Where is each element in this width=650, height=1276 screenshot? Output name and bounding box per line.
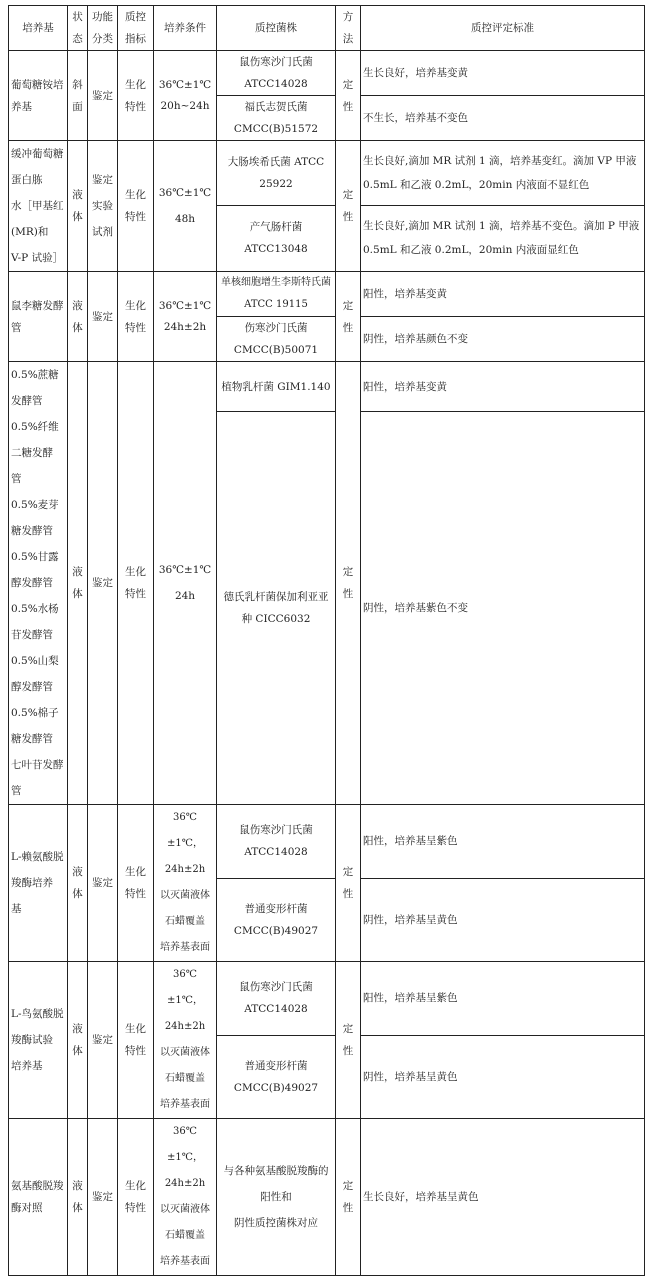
condition-line: 20h~24h xyxy=(160,99,210,112)
condition-line: 36℃±1℃，24h±2h xyxy=(164,969,206,1032)
state-cell: 液体 xyxy=(68,962,88,1119)
strain-cell: 鼠伤寒沙门氏菌 ATCC14028 xyxy=(217,962,336,1036)
strain-cell: 伤寒沙门氏菌 CMCC(B)50071 xyxy=(217,317,336,362)
condition-cell xyxy=(154,141,217,272)
condition-line: 24h xyxy=(174,590,196,602)
index-cell: 生化特性 xyxy=(118,141,154,272)
method-cell: 定性 xyxy=(336,141,361,272)
header-cell: 质控指标 xyxy=(118,6,154,51)
condition-line: 以灭菌液体石蜡覆盖 xyxy=(160,1204,210,1241)
condition-line: 培养基表面 xyxy=(160,942,210,953)
condition-line: 培养基表面 xyxy=(160,1256,210,1267)
condition-line: 36℃±1℃ xyxy=(158,78,212,91)
criteria-cell: 阴性，培养基紫色不变 xyxy=(361,412,645,805)
condition-line: 36℃±1℃ xyxy=(158,564,212,576)
medium-cell xyxy=(9,805,68,962)
condition-line: 36℃±1℃，24h±2h xyxy=(164,1126,206,1189)
medium-cell: 鼠李糖发酵管 xyxy=(9,272,68,362)
header-cell: 状态 xyxy=(68,6,88,51)
method-cell: 定性 xyxy=(336,962,361,1119)
criteria-cell: 阴性，培养基呈黄色 xyxy=(361,878,645,961)
condition-cell xyxy=(154,1119,217,1276)
medium-cell xyxy=(9,362,68,805)
table-row xyxy=(9,51,645,96)
header-cell: 培养条件 xyxy=(154,6,217,51)
state-cell: 液体 xyxy=(68,805,88,962)
strain-cell: 福氏志贺氏菌 CMCC(B)51572 xyxy=(217,96,336,141)
header-row xyxy=(9,6,645,51)
method-cell: 定性 xyxy=(336,1119,361,1276)
condition-cell xyxy=(154,805,217,962)
function-cell: 鉴定 xyxy=(88,962,118,1119)
function-cell: 鉴定 xyxy=(88,272,118,362)
criteria-cell: 阳性，培养基呈紫色 xyxy=(361,962,645,1036)
criteria-cell: 生长良好，培养基变黄 xyxy=(361,51,645,96)
function-cell: 鉴定 xyxy=(88,805,118,962)
strain-cell: 鼠伤寒沙门氏菌 ATCC14028 xyxy=(217,805,336,879)
index-cell: 生化特性 xyxy=(118,805,154,962)
header-cell: 质控评定标准 xyxy=(361,6,645,51)
index-cell: 生化特性 xyxy=(118,362,154,805)
strain-cell: 鼠伤寒沙门氏菌 ATCC14028 xyxy=(217,51,336,96)
strain-cell: 单核细胞增生李斯特氏菌 ATCC 19115 xyxy=(217,272,336,317)
medium-line: 0.5%山梨醇发酵管 xyxy=(11,655,59,693)
function-line: 鉴定 xyxy=(92,174,113,186)
state-cell: 液体 xyxy=(68,362,88,805)
condition-line: 培养基表面 xyxy=(160,1099,210,1110)
medium-line: 0.5%蔗糖发酵管 xyxy=(11,369,59,407)
function-cell: 鉴定 xyxy=(88,51,118,141)
function-cell xyxy=(88,141,118,272)
medium-line: 0.5%水杨苷发酵管 xyxy=(11,603,59,641)
strain-cell: 普通变形杆菌 CMCC(B)49027 xyxy=(217,1035,336,1118)
strain-cell xyxy=(217,1119,336,1276)
criteria-cell: 生长良好,滴加 MR 试剂 1 滴，培养基变红。滴加 VP 甲液 0.5mL 和乙液 0.2mL，20min 内液面不显红色 xyxy=(361,141,645,206)
condition-line: 36℃±1℃ xyxy=(158,299,212,312)
method-cell: 定性 xyxy=(336,51,361,141)
strain-line: 与各种氨基酸脱羧酶的阳性和 xyxy=(223,1165,329,1203)
state-cell: 液体 xyxy=(68,1119,88,1276)
header-cell: 质控菌株 xyxy=(217,6,336,51)
condition-cell xyxy=(154,962,217,1119)
criteria-cell: 生长良好，培养基呈黄色 xyxy=(361,1119,645,1276)
function-cell: 鉴定 xyxy=(88,362,118,805)
table-row xyxy=(9,805,645,879)
index-cell: 生化特性 xyxy=(118,272,154,362)
state-cell: 液体 xyxy=(68,272,88,362)
medium-line: 缓冲葡萄糖蛋白胨 xyxy=(11,148,64,186)
criteria-cell: 阳性，培养基呈紫色 xyxy=(361,805,645,879)
condition-line: 36℃±1℃ xyxy=(158,187,212,199)
criteria-cell: 阳性，培养基变黄 xyxy=(361,362,645,412)
strain-cell: 植物乳杆菌 GIM1.140 xyxy=(217,362,336,412)
medium-line: 0.5%甘露醇发酵管 xyxy=(11,551,59,589)
table-row xyxy=(9,1119,645,1276)
medium-line: 0.5%麦芽糖发酵管 xyxy=(11,499,59,537)
condition-cell xyxy=(154,272,217,362)
condition-cell xyxy=(154,362,217,805)
condition-line: 24h±2h xyxy=(163,320,207,333)
header-cell: 功能分类 xyxy=(88,6,118,51)
medium-cell: 葡萄糖铵培养基 xyxy=(9,51,68,141)
medium-line: L-鸟氨酸脱羧酶试验 xyxy=(11,1008,64,1046)
medium-line: 0.5%棉子糖发酵管 xyxy=(11,707,59,745)
table-row xyxy=(9,272,645,317)
medium-cell: 氨基酸脱羧酶对照 xyxy=(9,1119,68,1276)
index-cell: 生化特性 xyxy=(118,51,154,141)
condition-line: 48h xyxy=(174,213,196,225)
medium-cell xyxy=(9,962,68,1119)
condition-line: 36℃±1℃，24h±2h xyxy=(164,812,206,875)
table-row xyxy=(9,141,645,206)
condition-line: 以灭菌液体石蜡覆盖 xyxy=(160,1047,210,1084)
header-cell: 培养基 xyxy=(9,6,68,51)
criteria-cell: 不生长，培养基不变色 xyxy=(361,96,645,141)
condition-cell xyxy=(154,51,217,141)
table-row xyxy=(9,362,645,412)
criteria-cell: 生长良好,滴加 MR 试剂 1 滴，培养基不变色。滴加 P 甲液 0.5mL 和乙液 0.2mL，20min 内液面显红色 xyxy=(361,205,645,271)
medium-line: 七叶苷发酵管 xyxy=(11,759,64,797)
table-row xyxy=(9,962,645,1036)
strain-cell: 大肠埃希氏菌 ATCC 25922 xyxy=(217,141,336,206)
index-cell: 生化特性 xyxy=(118,962,154,1119)
strain-cell: 德氏乳杆菌保加利亚亚种 CICC6032 xyxy=(217,412,336,805)
medium-line: 管 xyxy=(11,473,22,485)
state-cell: 斜面 xyxy=(68,51,88,141)
criteria-cell: 阳性，培养基变黄 xyxy=(361,272,645,317)
criteria-cell: 阴性，培养基呈黄色 xyxy=(361,1035,645,1118)
function-cell: 鉴定 xyxy=(88,1119,118,1276)
medium-line: 培养基 xyxy=(11,1060,43,1072)
strain-cell: 产气肠杆菌 ATCC13048 xyxy=(217,205,336,271)
medium-line: V-P 试验］ xyxy=(11,252,64,264)
strain-line: 阴性质控菌株对应 xyxy=(234,1217,318,1229)
condition-line: 以灭菌液体石蜡覆盖 xyxy=(160,890,210,927)
medium-line: 0.5%纤维二糖发酵 xyxy=(11,421,59,459)
strain-cell: 普通变形杆菌 CMCC(B)49027 xyxy=(217,878,336,961)
method-cell: 定性 xyxy=(336,362,361,805)
medium-line: 基 xyxy=(11,903,22,915)
medium-cell xyxy=(9,141,68,272)
method-cell: 定性 xyxy=(336,272,361,362)
index-cell: 生化特性 xyxy=(118,1119,154,1276)
method-cell: 定性 xyxy=(336,805,361,962)
medium-line: L-赖氨酸脱羧酶培养 xyxy=(11,851,64,889)
header-cell: 方法 xyxy=(336,6,361,51)
criteria-cell: 阴性，培养基颜色不变 xyxy=(361,317,645,362)
quality-control-table xyxy=(8,5,645,1276)
medium-line: 水［甲基红(MR)和 xyxy=(11,200,64,238)
function-line: 实验试剂 xyxy=(92,200,113,238)
state-cell: 液体 xyxy=(68,141,88,272)
